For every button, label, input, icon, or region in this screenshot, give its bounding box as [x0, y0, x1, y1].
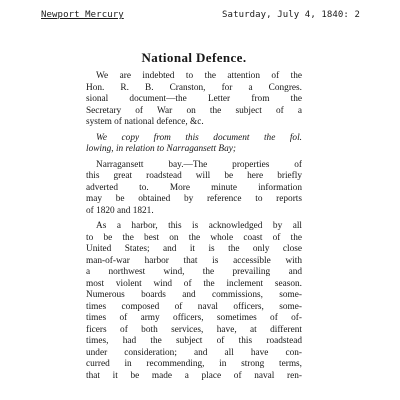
article-line: times composed of naval officers, some-: [86, 301, 302, 312]
article-line: adverted to. More minute information: [86, 182, 302, 193]
article-line: system of national defence, &c.: [86, 117, 204, 127]
article-line: times, had the subject of this roadstead: [86, 336, 302, 346]
article-line: lowing, in relation to Narragansett Bay;: [86, 144, 236, 154]
article-line: As a harbor, this is acknowledged by all: [96, 221, 302, 231]
article: [86, 50, 302, 382]
article-line: man-of-war harbor that is accessible with: [86, 255, 302, 266]
article-line: Secretary of War on the subject of a: [86, 105, 302, 116]
article-line: under consideration; and all have con-: [86, 347, 302, 358]
article-line: to be the best on the whole coast of the: [86, 232, 302, 243]
article-line: Numerous boards and commissions, some-: [86, 290, 302, 300]
newspaper-name: Newport Mercury: [41, 10, 124, 20]
article-line: may be obtained by reference to reports: [86, 194, 302, 204]
article-line: times of army officers, sometimes of of-: [86, 313, 302, 323]
article-line: sional document—the Letter from the: [86, 94, 302, 104]
article-line: Hon. R. B. Cranston, for a Congres.: [86, 82, 302, 93]
article-line: this great roadstead will be here briefly: [86, 171, 302, 181]
article-line: We copy from this document the fol.: [96, 132, 302, 143]
article-line: We are indebted to the attention of the: [96, 71, 302, 81]
article-line: ficers of both services, have, at different: [86, 324, 302, 335]
article-line: United States; and it is the only close: [86, 244, 302, 254]
page-header: [41, 10, 360, 24]
article-line: a northwest wind, the prevailing and: [86, 267, 302, 277]
article-title: National Defence.: [141, 50, 247, 65]
article-line: curred in recommending, in strong terms,: [86, 359, 302, 369]
article-line: that it be made a place of naval ren-: [86, 370, 302, 381]
article-line: of 1820 and 1821.: [86, 205, 154, 216]
issue-date: Saturday, July 4, 1840: 2: [222, 10, 360, 20]
article-line: Narragansett bay.—The properties of: [96, 159, 302, 170]
article-line: most violent wind of the inclement season.: [86, 278, 302, 289]
